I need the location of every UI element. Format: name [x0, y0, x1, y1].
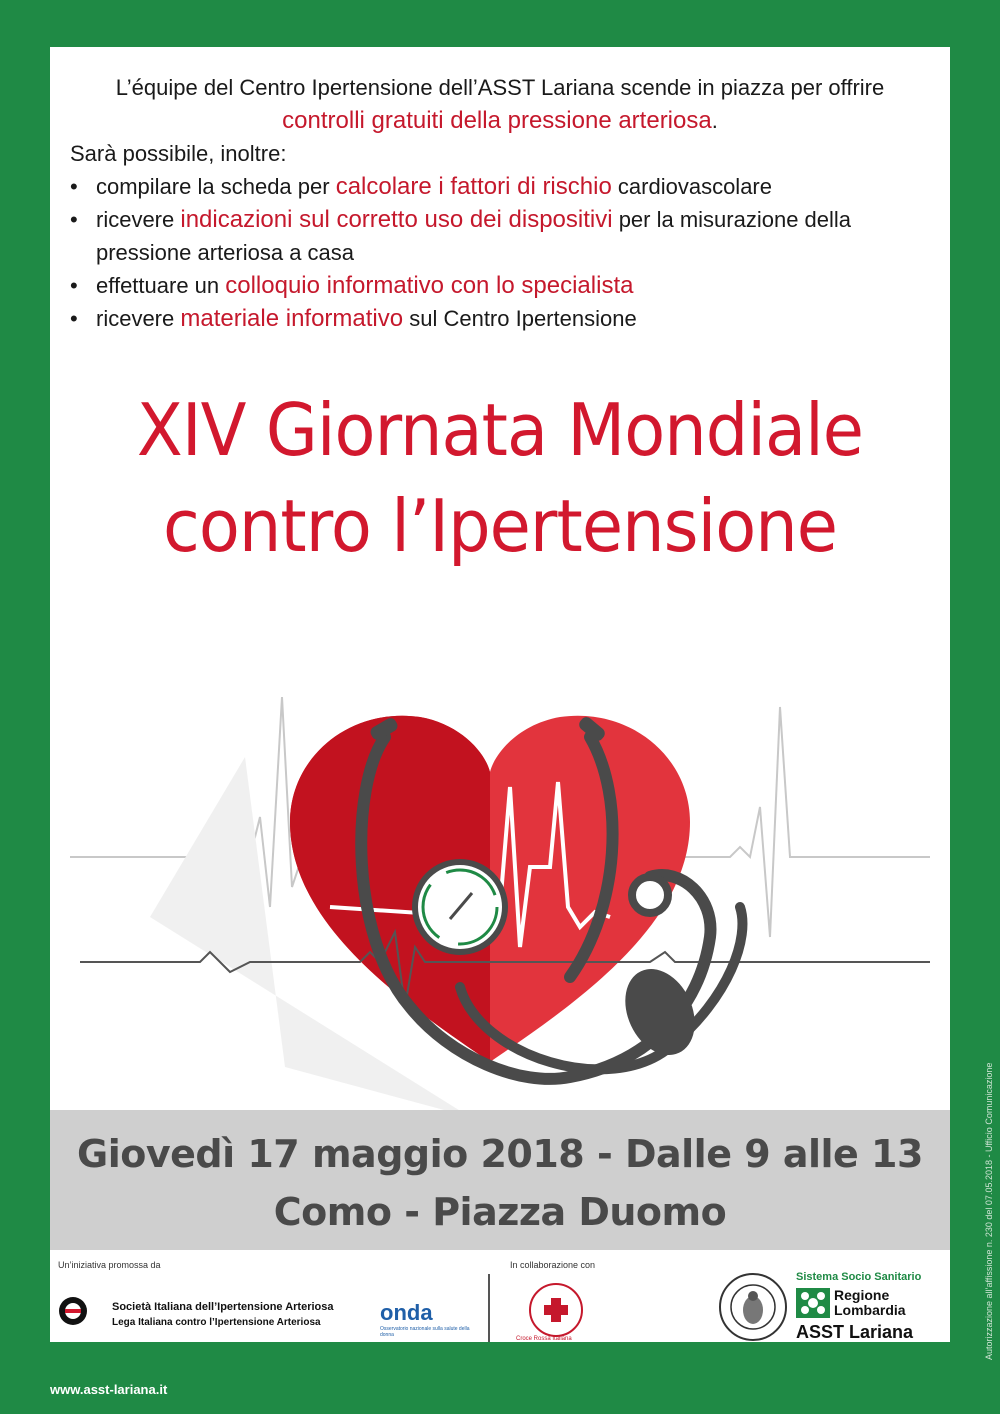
item-highlight: colloquio informativo con lo specialista [225, 272, 634, 299]
promoted-by-label: Un’iniziativa promossa da [58, 1260, 161, 1270]
item-text: cardiovascolare [611, 174, 772, 199]
item-text: sul Centro Ipertensione [403, 306, 637, 331]
item-text: ricevere [96, 207, 181, 232]
regione-label: Regione [834, 1287, 890, 1303]
item-highlight: materiale informativo [180, 305, 404, 332]
intro-highlight: controlli gratuiti della pressione arteriosa [282, 107, 712, 134]
event-title [82, 382, 919, 574]
item-text: effettuare un [96, 273, 226, 298]
item-highlight: indicazioni sul corretto uso dei dispositivi [180, 206, 613, 233]
poster-panel [50, 47, 950, 1342]
divider [488, 1274, 490, 1342]
onda-sub: Osservatorio nazionale sulla salute della donna [380, 1326, 470, 1338]
intro-period: . [711, 108, 718, 133]
list-item [70, 302, 950, 335]
onda-logo: onda [380, 1300, 433, 1325]
list-item [70, 269, 950, 302]
seal-icon [718, 1272, 788, 1342]
intro-line1: L’équipe del Centro Ipertensione dell’ASST Lariana scende in piazza per offrire [115, 75, 885, 100]
item-text: per la misurazione della pressione arteriosa a casa [96, 207, 852, 265]
red-cross-icon [526, 1280, 586, 1340]
title-line2: contro l’Ipertensione [162, 484, 838, 568]
asst-label: ASST Lariana [796, 1322, 914, 1342]
bulb-icon [612, 958, 708, 1067]
chestpiece-ring [632, 877, 668, 913]
authorization-note: Autorizzazione all’affissione n. 230 del 07.05.2018 - Ufficio Comunicazione [984, 1062, 994, 1360]
item-text: compilare la scheda per [96, 174, 336, 199]
stethoscope-heart-illustration [50, 607, 950, 1117]
title-line1: XIV Giornata Mondiale [136, 388, 864, 472]
website-link[interactable]: www.asst-lariana.it [50, 1382, 168, 1397]
intro-list [50, 170, 950, 335]
sih-logo-icon [58, 1296, 88, 1326]
sss-label: Sistema Socio Sanitario [796, 1271, 922, 1283]
event-place: Como - Piazza Duomo [273, 1190, 727, 1234]
lombardia-logo-icon [796, 1288, 830, 1318]
item-highlight: calcolare i fattori di rischio [335, 173, 612, 200]
intro-text [50, 71, 950, 335]
sih-sub: Lega Italiana contro l’Ipertensione Arteriosa [112, 1317, 321, 1328]
event-date: Giovedì 17 maggio 2018 - Dalle 9 alle 13 [77, 1132, 923, 1176]
list-item [70, 203, 950, 269]
collab-label: In collaborazione con [510, 1260, 596, 1270]
list-item [70, 170, 950, 203]
item-text: ricevere [96, 306, 181, 331]
intro-possible: Sarà possibile, inoltre: [70, 141, 287, 166]
intro-lead [50, 71, 950, 137]
sih-text [112, 1300, 334, 1330]
event-info-band [50, 1110, 950, 1250]
footer-logos [50, 1250, 950, 1342]
lombardia-label: Lombardia [834, 1302, 906, 1318]
regione-lombardia [834, 1288, 906, 1318]
cri-label: Croce Rossa Italiana [516, 1336, 572, 1342]
sih-name: Società Italiana dell’Ipertensione Arteriosa [112, 1301, 334, 1313]
